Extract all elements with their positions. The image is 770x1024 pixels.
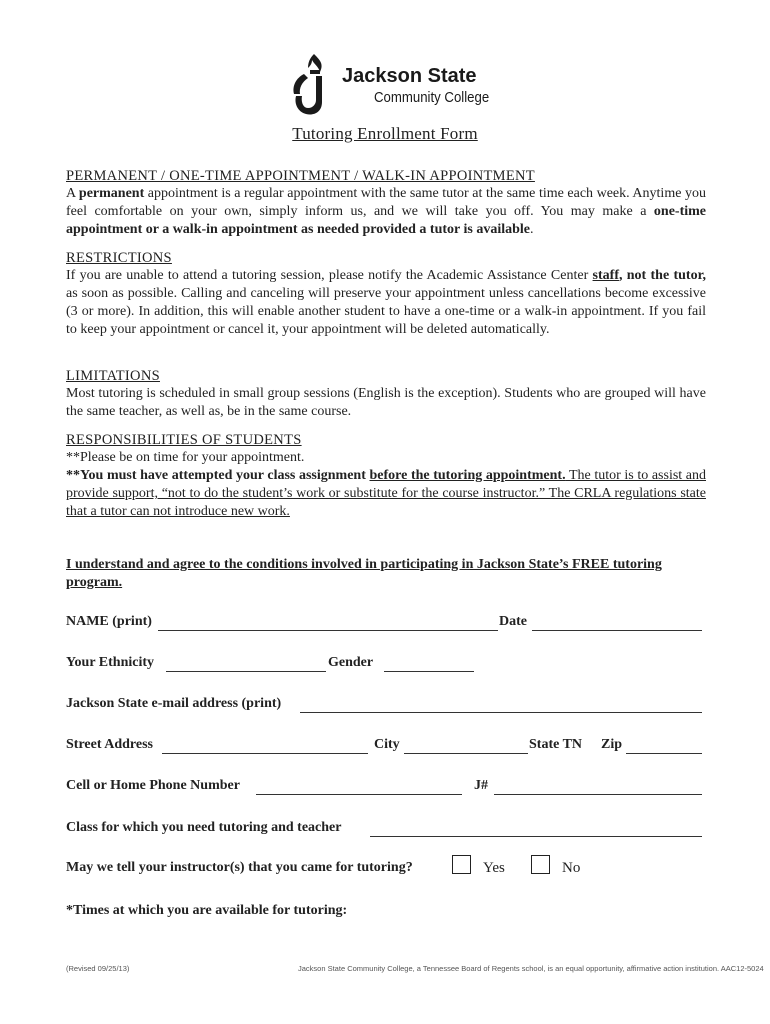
j-number-label: J#: [474, 778, 488, 793]
row-name-date: [66, 614, 706, 634]
email-label: Jackson State e-mail address (print): [66, 696, 282, 711]
bold-span: permanent: [78, 186, 145, 201]
row-class: [66, 820, 706, 840]
text-span: If you are unable to attend a tutoring session, please notify the Academic Assistance Center: [66, 268, 593, 283]
text-span: The tutor is to assist and provide support, “not to do the student’s work or substitute for the course instructor.” The CRLA regulations state that a tutor can not introduce new work.: [66, 468, 706, 519]
section-heading: LIMITATIONS: [66, 368, 160, 384]
revised-date: (Revised 09/25/13): [66, 964, 130, 973]
phone-label: Cell or Home Phone Number: [66, 778, 240, 793]
text-span: as soon as possible. Calling and canceling will preserve your appointment unless cancellations become excessive (3 or more). In addition, this will enable another student to have a one-time or a walk-in appointment. If you fail to keep your appointment or cancel it, your appointment will be deleted automatically.: [66, 286, 706, 337]
row-ethnicity-gender: [66, 655, 706, 675]
section-text: **Please be on time for your appointment.: [66, 450, 305, 465]
bold-span: staff: [592, 268, 619, 283]
gender-field[interactable]: [384, 671, 474, 672]
no-checkbox[interactable]: [531, 855, 550, 874]
row-phone: [66, 778, 706, 798]
bold-span: **You must have attempted your class assignment: [66, 468, 370, 483]
form-title: Tutoring Enrollment Form: [292, 124, 478, 143]
times-label: *Times at which you are available for tutoring:: [66, 903, 348, 918]
street-field[interactable]: [162, 753, 368, 754]
bold-span: one-time appointment or a walk-in appointment as needed provided a tutor is available: [66, 204, 706, 237]
date-field[interactable]: [532, 630, 702, 631]
footer-statement: Jackson State Community College, a Tennessee Board of Regents school, is an equal opportunity, affirmative action institution. AAC12-5024: [298, 964, 764, 973]
text-span: .: [530, 222, 534, 237]
no-label: No: [562, 860, 581, 876]
section-appointment: [66, 168, 706, 239]
city-label: City: [374, 737, 400, 752]
row-instructor-consent: [66, 860, 706, 884]
ethnicity-label: Your Ethnicity: [66, 655, 155, 670]
class-field[interactable]: [370, 836, 702, 837]
text-span: A: [66, 186, 79, 201]
section-text: Most tutoring is scheduled in small group sessions (English is the exception). Students who are grouped will have the same teacher, as well as, be in the same course.: [66, 386, 706, 419]
class-label: Class for which you need tutoring and teacher: [66, 820, 342, 835]
section-text: [66, 267, 706, 339]
j-number-field[interactable]: [494, 794, 702, 795]
row-address: [66, 737, 706, 757]
instructor-question: May we tell your instructor(s) that you came for tutoring?: [66, 860, 413, 875]
section-heading: RESPONSIBILITIES OF STUDENTS: [66, 432, 302, 448]
zip-field[interactable]: [626, 753, 702, 754]
ethnicity-field[interactable]: [166, 671, 326, 672]
street-label: Street Address: [66, 737, 153, 752]
email-field[interactable]: [300, 712, 702, 713]
bold-span: before the tutoring appointment.: [369, 468, 566, 483]
state-label: State TN: [529, 737, 583, 752]
city-field[interactable]: [404, 753, 528, 754]
section-text: [66, 467, 706, 521]
yes-label: Yes: [483, 860, 505, 876]
row-email: [66, 696, 706, 716]
bold-span: , not the tutor,: [618, 268, 706, 283]
section-text: [66, 185, 706, 239]
phone-field[interactable]: [256, 794, 462, 795]
logo-title: Jackson State: [342, 65, 477, 87]
yes-checkbox[interactable]: [452, 855, 471, 874]
section-responsibilities: [66, 432, 706, 521]
name-label: NAME (print): [66, 614, 152, 629]
name-field[interactable]: [158, 630, 498, 631]
gender-label: Gender: [328, 655, 374, 670]
text-span: appointment is a regular appointment with the same tutor at the same time each week. Anytime you feel comfortable on your own, simply inform us, and we will take you off. You may make a: [66, 186, 706, 219]
logo-subtitle: Community College: [374, 89, 490, 106]
section-heading: PERMANENT / ONE-TIME APPOINTMENT / WALK-IN APPOINTMENT: [66, 168, 535, 184]
agreement-statement: I understand and agree to the conditions involved in participating in Jackson State’s FREE tutoring program.: [66, 557, 662, 590]
section-limitations: [66, 368, 706, 421]
zip-label: Zip: [601, 737, 623, 752]
college-logo: [290, 50, 500, 120]
torch-j-icon: [290, 52, 340, 118]
row-times: [66, 903, 706, 923]
date-label: Date: [499, 614, 527, 629]
section-restrictions: [66, 250, 706, 339]
section-heading: RESTRICTIONS: [66, 250, 172, 266]
